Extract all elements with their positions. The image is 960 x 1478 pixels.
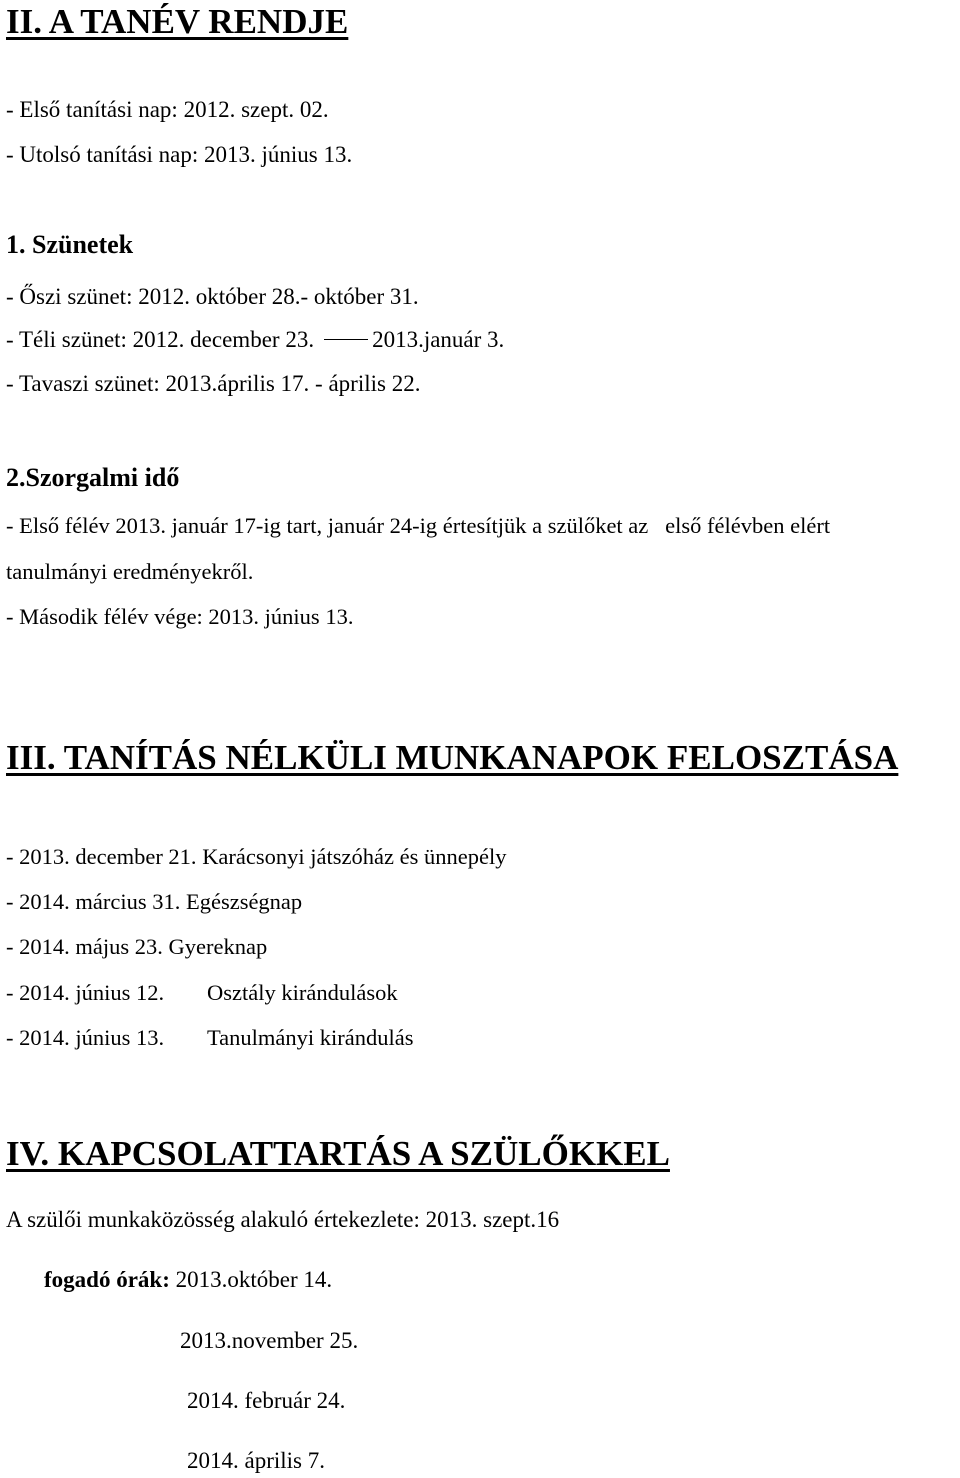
first-school-day: - Első tanítási nap: 2012. szept. 02. — [6, 97, 329, 122]
item-date: - 2014. június 12. — [6, 980, 165, 1005]
second-term-end: - Második félév vége: 2013. június 13. — [6, 604, 354, 629]
section-heading-school-year: II. A TANÉV RENDJE — [6, 2, 349, 41]
item-date: - 2013. december 21. — [6, 844, 197, 869]
item-date: - 2014. június 13. — [6, 1025, 165, 1050]
office-hours-date: 2014. április 7. — [187, 1448, 325, 1473]
winter-break-end: 2013.január 3. — [372, 327, 505, 352]
office-hours — [44, 1268, 332, 1291]
first-term-line-1: - Első félév 2013. január 17-ig tart, január 24-ig értesítjük a szülőket az első félévben elért — [6, 513, 831, 538]
item-event: Gyereknap — [168, 934, 268, 959]
office-hours-date: 2014. február 24. — [187, 1388, 346, 1413]
item-event: Osztály kirándulások — [207, 980, 398, 1005]
last-school-day: - Utolsó tanítási nap: 2013. június 13. — [6, 142, 353, 167]
list-item — [6, 936, 267, 959]
list-item — [6, 846, 506, 869]
section-heading-non-teaching-days: III. TANÍTÁS NÉLKÜLI MUNKANAPOK FELOSZTÁSA — [6, 738, 899, 777]
office-hours-date: 2013.október 14. — [175, 1267, 333, 1292]
item-event: Karácsonyi játszóház és ünnepély — [202, 844, 507, 869]
item-event: Egészségnap — [185, 889, 303, 914]
office-hours-date: 2013.november 25. — [180, 1328, 359, 1353]
parent-meeting: A szülői munkaközösség alakuló értekezlete: 2013. szept.16 — [6, 1207, 560, 1232]
item-date: - 2014. március 31. — [6, 889, 181, 914]
first-term-line-2: tanulmányi eredményekről. — [6, 559, 254, 584]
autumn-break: - Őszi szünet: 2012. október 28.- október 31. — [6, 284, 419, 309]
item-date: - 2014. május 23. — [6, 934, 163, 959]
list-item — [6, 1025, 414, 1050]
office-hours-label: fogadó órák: — [44, 1267, 170, 1292]
winter-break-start: - Téli szünet: 2012. december 23. — [6, 327, 315, 352]
em-dash — [324, 339, 368, 340]
breaks-heading: 1. Szünetek — [6, 230, 134, 259]
spring-break: - Tavaszi szünet: 2013.április 17. - április 22. — [6, 371, 421, 396]
list-item — [6, 891, 302, 914]
item-event: Tanulmányi kirándulás — [207, 1025, 414, 1050]
study-period-heading: 2.Szorgalmi idő — [6, 463, 180, 492]
list-item — [6, 980, 398, 1005]
section-heading-parent-contact: IV. KAPCSOLATTARTÁS A SZÜLŐKKEL — [6, 1134, 670, 1173]
winter-break — [6, 328, 504, 351]
